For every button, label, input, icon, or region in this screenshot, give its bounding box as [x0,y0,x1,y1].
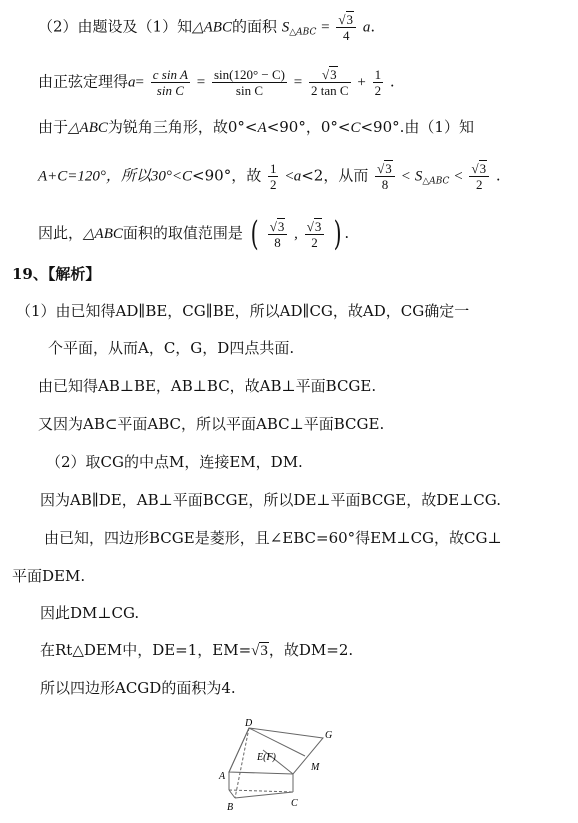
line-proof-1: （1）由已知得AD∥BE，CG∥BE，所以AD∥CG，故AD，CG确定一 [16,302,470,320]
figure-top-face [229,728,323,774]
line-part2-rt-triangle: 在Rt△DEM中，DE=1，EM=√ 3，故DM=2. [40,639,353,662]
fraction-sqrt3-2tanC: √ $\frac{3}{\text{2 tan C}}$ [309,67,351,98]
line-range-derivation: A+C=120°，所以30°<C<90°，故 $\frac{1}{2}$ <a<2，从而 √ $\frac{3}{8}$ < $S_{\triangle ABC}$ < √ $\frac{3}{2}$ . [38,161,501,193]
fraction-sqrt3-2-interval: √ $\frac{3}{2}$ [305,219,325,250]
line-area-range-conclusion: 因此，△ABC面积的取值范围是 ( √ $\frac{3}{8}$ , √ $\frac{3}{2}$ ) . [38,216,349,252]
geometry-figure [205,712,345,820]
label-D: D [245,718,253,729]
line-proof-4: 又因为AB⊂平面ABC，所以平面ABC⊥平面BCGE. [38,415,385,433]
line-part2-rhombus: 由已知，四边形BCGE是菱形，且∠EBC=60°得EM⊥CG，故CG⊥ [44,529,502,547]
fraction-csinA-sinC: $\frac{\text{c sin A}}{\text{sin C}}$ [152,67,188,98]
label-A: A [219,771,226,782]
fraction-sqrt3-2: √ $\frac{3}{2}$ [469,161,489,192]
line-part2-start: （2）取CG的中点M，连接EM，DM. [46,453,303,471]
fraction-sqrt3-8: √ $\frac{3}{8}$ [375,161,395,192]
label-C: C [291,798,298,809]
line-acute-triangle: 由于△ABC为锐角三角形，故0°<A<90°，0°<C<90°.由（1）知 [38,118,474,136]
fraction-sin120-sinC: $\frac{\sin(120^\circ - C)}{\text{sin C}}$ [213,67,285,98]
line-area-statement: （2）由题设及（1）知△ABC的面积 $S_{\triangle ABC}$ = √ $\frac{3}{4}$ a. [38,12,375,44]
fraction-1-2: $\frac{1}{2}$ [374,67,382,98]
label-G: G [325,730,333,741]
label-M: M [311,762,320,773]
line-part2-plane-dem: 平面DEM. [12,567,86,585]
fraction-sqrt3-8-interval: √ $\frac{3}{8}$ [268,219,288,250]
line-sine-rule: 由正弦定理得a= $\frac{\text{c sin A}}{\text{sin C}}$ = $\frac{\sin(120^\circ - C)}{\text{sin C}}$ = √ $\frac{3}{\text{2 tan C}}$ + $\frac{1}{2}$ . [38,67,395,98]
line-part2-area: 所以四边形ACGD的面积为4. [40,679,236,697]
line-part2-perp: 因为AB∥DE，AB⊥平面BCGE，所以DE⊥平面BCGE，故DE⊥CG. [40,491,502,509]
line-proof-2: 个平面，从而A，C，G，D四点共面. [48,339,295,357]
line-part2-dm-perp: 因此DM⊥CG. [40,604,140,622]
line-proof-3: 由已知得AB⊥BE，AB⊥BC，故AB⊥平面BCGE. [38,377,377,395]
question-19-heading: 19、【解析】 [12,265,101,283]
fraction-1-2-lower: $\frac{1}{2}$ [269,161,277,192]
label-EF: E(F) [257,752,276,763]
fraction-sqrt3-over-4: √ $\frac{3}{4}$ [336,12,356,43]
label-B: B [227,802,234,813]
